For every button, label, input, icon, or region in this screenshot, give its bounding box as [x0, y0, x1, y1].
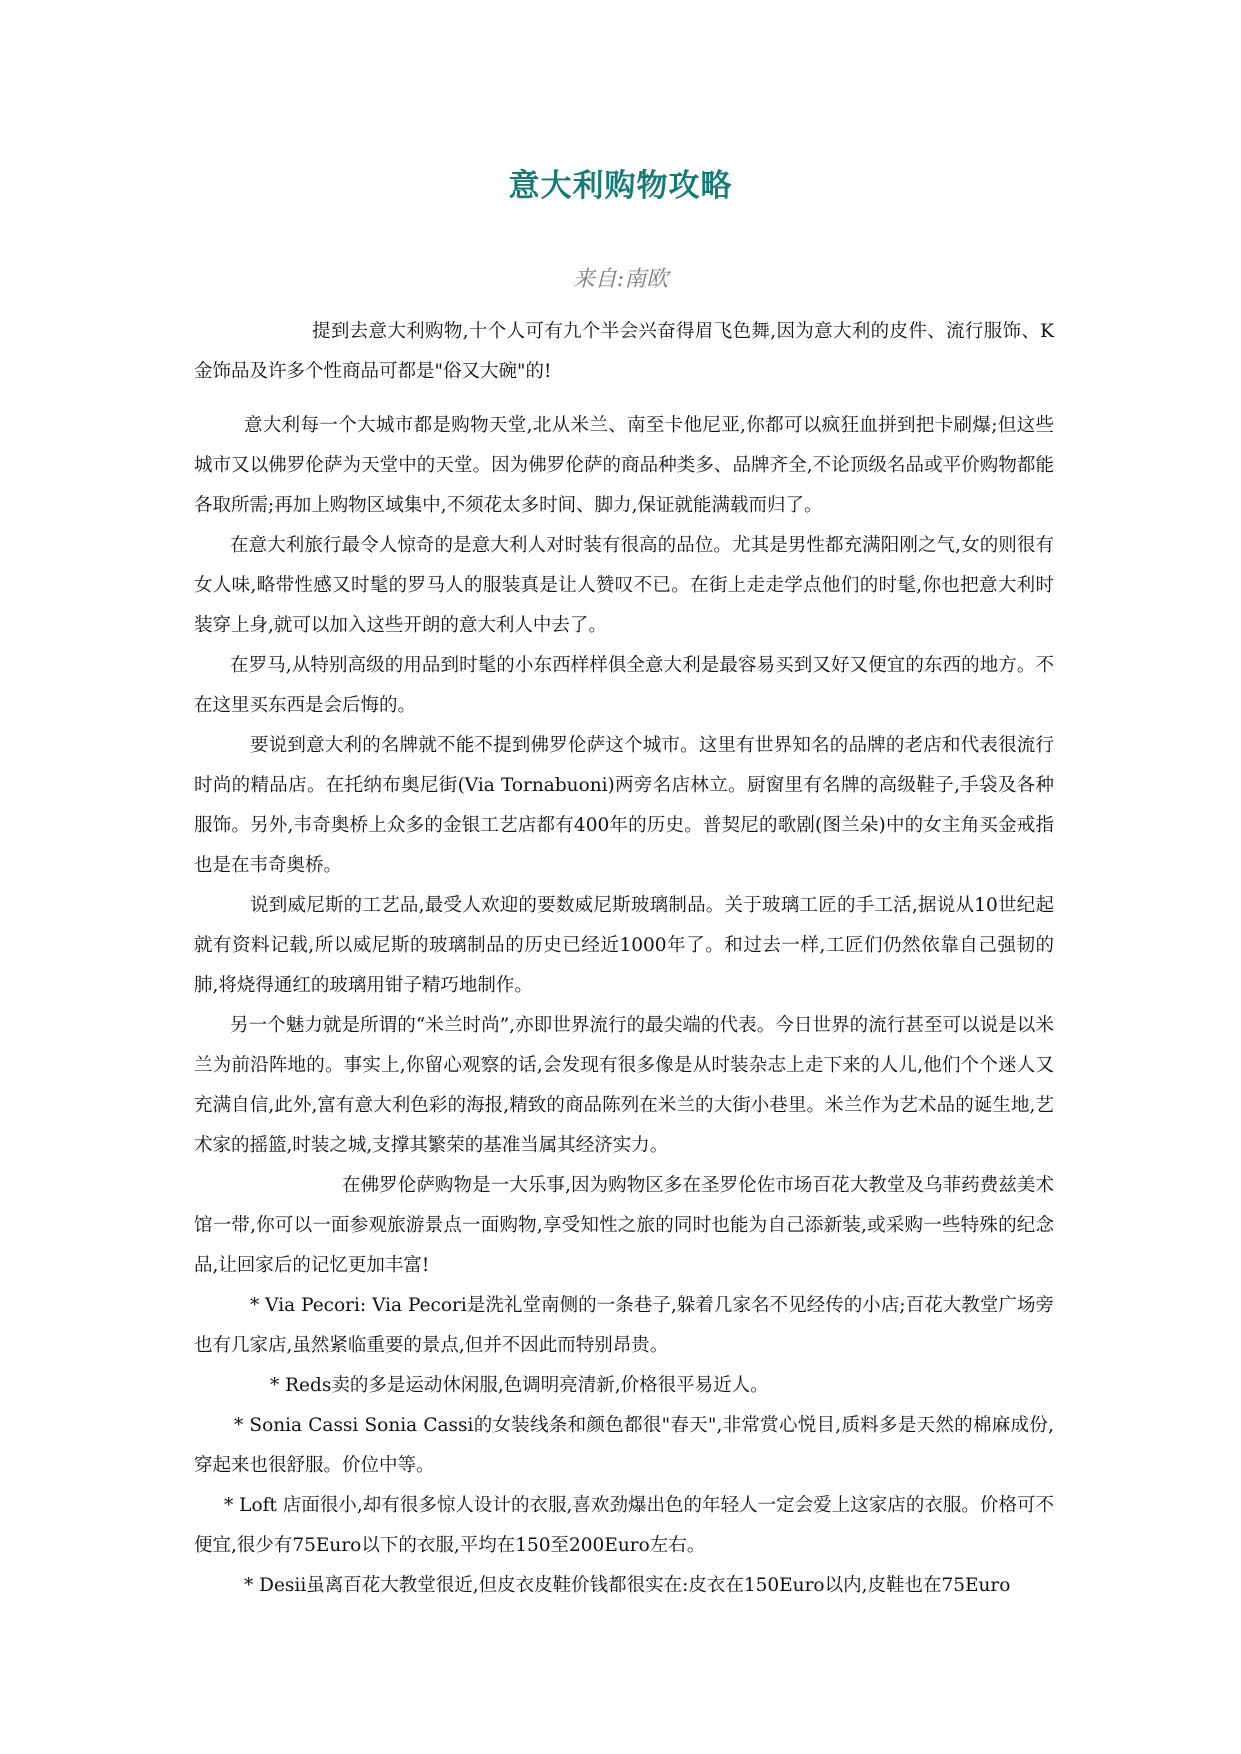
body-paragraph: 在佛罗伦萨购物是一大乐事,因为购物区多在圣罗伦佐市场百花大教堂及乌菲药费兹美术馆一带,你可以一面参观旅游景点一面购物,享受知性之旅的同时也能为自己添新装,或采购一些特殊的纪念品,让回家后的记忆更加丰富! [194, 1175, 1054, 1276]
body-paragraph: 要说到意大利的名牌就不能不提到佛罗伦萨这个城市。这里有世界知名的品牌的老店和代表很流行时尚的精品店。在托纳布奥尼街(Via Tornabuoni)两旁名店林立。厨窗里有名牌的高级鞋子,手袋及各种服饰。另外,韦奇奥桥上众多的金银工艺店都有400年的历史。普契尼的歌剧(图兰朵)中的女主角买金戒指也是在韦奇奥桥。 [194, 735, 1054, 876]
body-paragraph: 意大利每一个大城市都是购物天堂,北从米兰、南至卡他尼亚,你都可以疯狂血拼到把卡刷爆;但这些城市又以佛罗伦萨为天堂中的天堂。因为佛罗伦萨的商品种类多、品牌齐全,不论顶级名品或平价购物都能各取所需;再加上购物区域集中,不须花太多时间、脚力,保证就能满载而归了。 [194, 415, 1054, 516]
body-paragraph: 在罗马,从特别高级的用品到时髦的小东西样样俱全意大利是最容易买到又好又便宜的东西的地方。不在这里买东西是会后悔的。 [194, 655, 1054, 716]
document-subtitle: 来自:南欧 [572, 267, 669, 292]
body-paragraph: 在意大利旅行最令人惊奇的是意大利人对时装有很高的品位。尤其是男性都充满阳刚之气,女的则很有女人味,略带性感又时髦的罗马人的服装真是让人赞叹不已。在街上走走学点他们的时髦,你也把意大利时装穿上身,就可以加入这些开朗的意大利人中去了。 [194, 535, 1054, 636]
body-paragraph: 说到威尼斯的工艺品,最受人欢迎的要数威尼斯玻璃制品。关于玻璃工匠的手工活,据说从10世纪起就有资料记载,所以威尼斯的玻璃制品的历史已经近1000年了。和过去一样,工匠们仍然依靠自己强韧的肺,将烧得通红的玻璃用钳子精巧地制作。 [194, 895, 1054, 996]
document-body [194, 312, 1054, 1606]
body-paragraph: * Desii虽离百花大教堂很近,但皮衣皮鞋价钱都很实在:皮衣在150Euro以内,皮鞋也在75Euro [244, 1575, 1011, 1596]
body-paragraph: * Reds卖的多是运动休闲服,色调明亮清新,价格很平易近人。 [270, 1375, 769, 1396]
body-paragraph: * Via Pecori: Via Pecori是洗礼堂南侧的一条巷子,躲着几家名不见经传的小店;百花大教堂广场旁也有几家店,虽然紧临重要的景点,但并不因此而特别昂贵。 [194, 1295, 1054, 1356]
body-paragraph: * Loft 店面很小,却有很多惊人设计的衣服,喜欢劲爆出色的年轻人一定会爱上这家店的衣服。价格可不便宜,很少有75Euro以下的衣服,平均在150至200Euro左右。 [194, 1495, 1054, 1556]
document-title: 意大利购物攻略 [508, 168, 733, 204]
body-paragraph: 提到去意大利购物,十个人可有九个半会兴奋得眉飞色舞,因为意大利的皮件、流行服饰、K金饰品及许多个性商品可都是"俗又大碗"的! [194, 321, 1054, 382]
body-paragraph: 另一个魅力就是所谓的“米兰时尚”,亦即世界流行的最尖端的代表。今日世界的流行甚至可以说是以米兰为前沿阵地的。事实上,你留心观察的话,会发现有很多像是从时装杂志上走下来的人儿,他们个个迷人又充满自信,此外,富有意大利色彩的海报,精致的商品陈列在米兰的大街小巷里。米兰作为艺术品的诞生地,艺术家的摇篮,时装之城,支撑其繁荣的基准当属其经济实力。 [194, 1015, 1054, 1156]
body-paragraph: * Sonia Cassi Sonia Cassi的女装线条和颜色都很"春天",非常赏心悦目,质料多是天然的棉麻成份,穿起来也很舒服。价位中等。 [194, 1415, 1054, 1476]
